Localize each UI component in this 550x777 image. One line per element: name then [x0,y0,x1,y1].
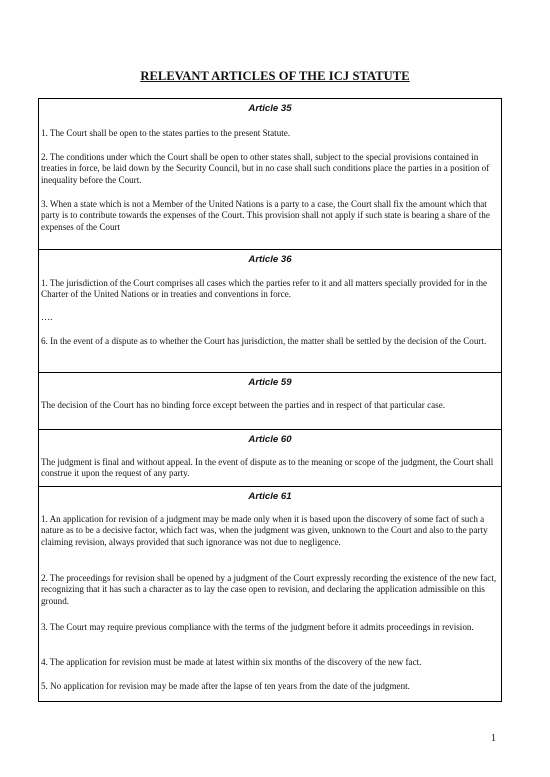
article-36-section [39,249,501,373]
article-paragraph: 2. The conditions under which the Court shall be open to other states shall, subject to the special provisions contained in treaties in force, be laid down by the Security Council, but in no case shall such conditions place the parties in a position of inequality before the Court. [41,152,490,185]
article-paragraph: 3. When a state which is not a Member of the United Nations is a party to a case, the Court shall fix the amount which that party is to contribute towards the expenses of the Court. This provision shall not apply if such state is bearing a share of the expenses of the Court [41,199,490,232]
article-paragraph: The judgment is final and without appeal. In the event of dispute as to the meaning or scope of the judgment, the Court shall construe it upon the request of any party. [41,457,494,479]
document-title: RELEVANT ARTICLES OF THE ICJ STATUTE [140,69,410,83]
article-59-section [39,372,501,430]
article-paragraph: 2. The proceedings for revision shall be opened by a judgment of the Court expressly recording the existence of the new fact, recognizing that it has such a character as to lay the case open to revision, and declaring the application admissible on this ground. [41,573,497,606]
article-paragraph: 6. In the event of a dispute as to whether the Court has jurisdiction, the matter shall be settled by the decision of the Court. [41,336,487,346]
article-60-section [39,429,501,487]
article-paragraph: 1. The Court shall be open to the states parties to the present Statute. [41,128,291,138]
article-heading: Article 36 [248,254,292,265]
article-61-section [39,486,501,704]
article-paragraph: 1. An application for revision of a judgment may be made only when it is based upon the discovery of some fact of such a nature as to be a decisive factor, which fact was, when the judgment was given, unknown to the Court and also to the party claiming revision, always provided that such ignorance was not due to negligence. [41,514,488,547]
page-number: 1 [491,733,496,744]
articles-box [38,98,502,702]
article-paragraph: …. [41,312,53,322]
article-paragraph: 1. The jurisdiction of the Court comprises all cases which the parties refer to it and all matters specially provided for in the Charter of the United Nations or in treaties and conventions in force. [41,278,488,300]
article-35-section [39,99,501,249]
article-paragraph: 5. No application for revision may be made after the lapse of ten years from the date of the judgment. [41,681,410,691]
article-paragraph: 3. The Court may require previous compliance with the terms of the judgment before it admits proceedings in revision. [41,622,474,632]
article-heading: Article 61 [248,491,292,502]
article-heading: Article 59 [248,377,292,388]
article-paragraph: The decision of the Court has no binding force except between the parties and in respect of that particular case. [41,400,446,410]
article-heading: Article 60 [248,434,292,445]
article-paragraph: 4. The application for revision must be made at latest within six months of the discovery of the new fact. [41,657,422,667]
article-heading: Article 35 [248,103,292,114]
